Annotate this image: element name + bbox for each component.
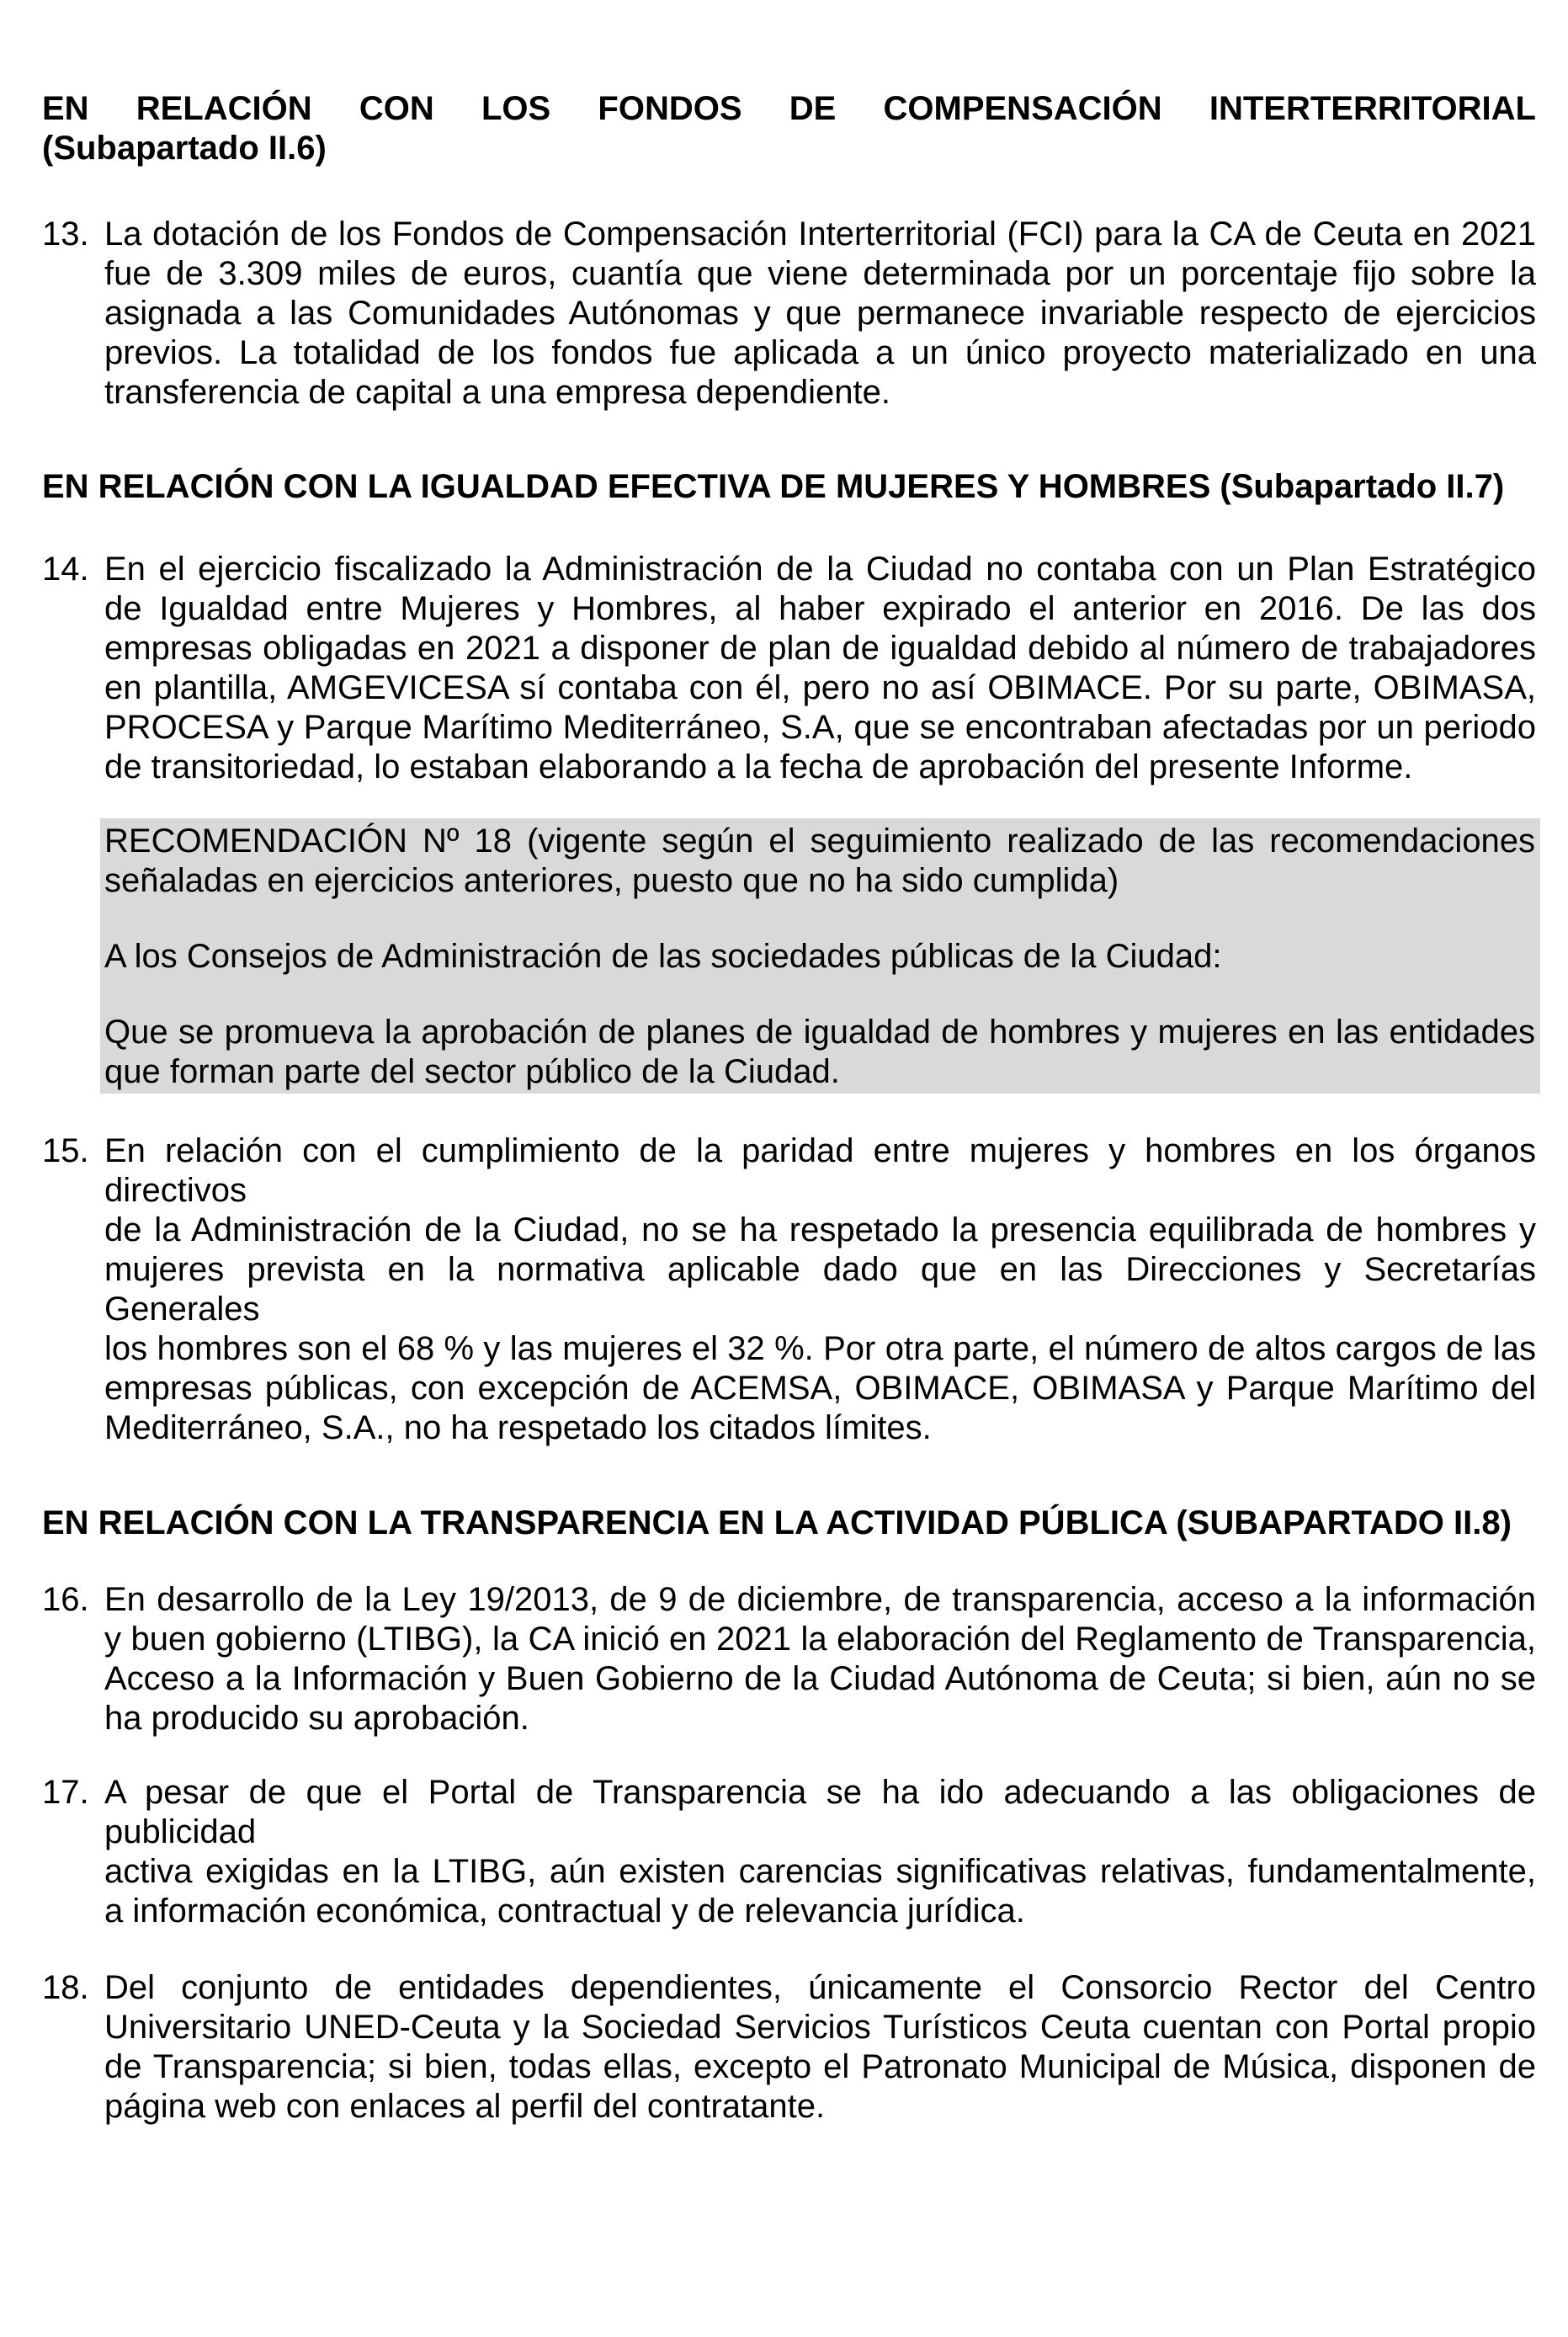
paragraph-line: Mediterráneo, S.A., no ha respetado los citados límites. — [104, 1409, 932, 1446]
heading-line: (Subapartado II.6) — [42, 130, 327, 167]
paragraph-line: Del conjunto de entidades dependientes, únicamente el Consorcio Rector del Centro — [104, 1969, 1536, 2006]
recommendation-line: Que se promueva la aprobación de planes de igualdad de hombres y mujeres en las entidades — [104, 1014, 1535, 1051]
section-heading-fci — [42, 89, 1536, 168]
paragraph-line: activa exigidas en la LTIBG, aún existen carencias significativas relativas, fundamentalmente, — [104, 1853, 1536, 1890]
paragraph-line: de transitoriedad, lo estaban elaborando a la fecha de aprobación del presente Informe. — [104, 748, 1413, 785]
paragraph-line: Acceso a la Información y Buen Gobierno de la Ciudad Autónoma de Ceuta; si bien, aún no se — [104, 1660, 1536, 1697]
heading-line: EN RELACIÓN CON LA IGUALDAD EFECTIVA DE MUJERES Y HOMBRES (Subapartado II.7) — [42, 468, 1505, 505]
paragraph-line: página web con enlaces al perfil del contratante. — [104, 2088, 826, 2125]
paragraph-line: y buen gobierno (LTIBG), la CA inició en 2021 la elaboración del Reglamento de Transparencia, — [104, 1621, 1536, 1658]
numbered-paragraph-18 — [42, 1968, 1536, 2127]
paragraph-line: En desarrollo de la Ley 19/2013, de 9 de diciembre, de transparencia, acceso a la información — [104, 1581, 1536, 1618]
paragraph-line: empresas públicas, con excepción de ACEMSA, OBIMACE, OBIMASA y Parque Marítimo del — [104, 1370, 1536, 1407]
paragraph-number: 13. — [42, 216, 89, 253]
paragraph-number: 14. — [42, 551, 89, 588]
recommendation-line: A los Consejos de Administración de las sociedades públicas de la Ciudad: — [104, 938, 1222, 975]
paragraph-number: 18. — [42, 1969, 89, 2006]
paragraph-line: previos. La totalidad de los fondos fue aplicada a un único proyecto materializado en una — [104, 334, 1536, 371]
paragraph-line: de la Administración de la Ciudad, no se ha respetado la presencia equilibrada de hombres y — [104, 1211, 1536, 1248]
paragraph-text — [104, 550, 1536, 787]
paragraph-line: En el ejercicio fiscalizado la Administración de la Ciudad no contaba con un Plan Estratégico — [104, 551, 1536, 588]
numbered-paragraph-16 — [42, 1580, 1536, 1738]
section-heading-igualdad — [42, 467, 1536, 507]
paragraph-line: empresas obligadas en 2021 a disponer de plan de igualdad debido al número de trabajadores — [104, 630, 1536, 667]
section-heading-transparencia — [42, 1504, 1536, 1543]
recommendation-box — [100, 818, 1540, 1094]
paragraph-line: de Igualdad entre Mujeres y Hombres, al haber expirado el anterior en 2016. De las dos — [104, 590, 1536, 627]
paragraph-line: La dotación de los Fondos de Compensación Interterritorial (FCI) para la CA de Ceuta en 2021 — [104, 216, 1536, 253]
paragraph-line: Universitario UNED-Ceuta y la Sociedad Servicios Turísticos Ceuta cuentan con Portal propio — [104, 2009, 1536, 2046]
paragraph-line: En relación con el cumplimiento de la paridad entre mujeres y hombres en los órganos directivos — [104, 1132, 1536, 1209]
paragraph-text — [104, 1580, 1536, 1738]
heading-line: EN RELACIÓN CON LOS FONDOS DE COMPENSACIÓN INTERTERRITORIAL — [42, 90, 1536, 127]
recommendation-title — [104, 822, 1535, 901]
document-page — [42, 89, 1536, 2127]
paragraph-number: 15. — [42, 1132, 89, 1169]
paragraph-line: mujeres prevista en la normativa aplicable dado que en las Direcciones y Secretarías Generales — [104, 1251, 1536, 1328]
recommendation-text — [104, 1013, 1535, 1092]
numbered-paragraph-13 — [42, 215, 1536, 413]
paragraph-line: a información económica, contractual y de relevancia jurídica. — [104, 1892, 1025, 1930]
paragraph-text — [104, 1131, 1536, 1448]
paragraph-line: transferencia de capital a una empresa dependiente. — [104, 374, 890, 411]
paragraph-text — [104, 215, 1536, 413]
paragraph-number: 17. — [42, 1774, 89, 1811]
paragraph-line: en plantilla, AMGEVICESA sí contaba con él, pero no así OBIMACE. Por su parte, OBIMASA, — [104, 669, 1536, 706]
numbered-paragraph-17 — [42, 1773, 1536, 1931]
paragraph-line: de Transparencia; si bien, todas ellas, excepto el Patronato Municipal de Música, disponen de — [104, 2048, 1536, 2085]
paragraph-text — [104, 1773, 1536, 1931]
paragraph-line: los hombres son el 68 % y las mujeres el 32 %. Por otra parte, el número de altos cargos de las — [104, 1330, 1536, 1367]
paragraph-line: asignada a las Comunidades Autónomas y que permanece invariable respecto de ejercicios — [104, 295, 1536, 332]
recommendation-line: RECOMENDACIÓN Nº 18 (vigente según el seguimiento realizado de las recomendaciones — [104, 822, 1535, 860]
paragraph-line: PROCESA y Parque Marítimo Mediterráneo, S.A, que se encontraban afectadas por un periodo — [104, 709, 1536, 746]
numbered-paragraph-14 — [42, 550, 1536, 787]
paragraph-line: ha producido su aprobación. — [104, 1700, 529, 1737]
heading-line: EN RELACIÓN CON LA TRANSPARENCIA EN LA ACTIVIDAD PÚBLICA (SUBAPARTADO II.8) — [42, 1504, 1512, 1541]
paragraph-number: 16. — [42, 1581, 89, 1618]
paragraph-text — [104, 1968, 1536, 2127]
paragraph-line: fue de 3.309 miles de euros, cuantía que viene determinada por un porcentaje fijo sobre la — [104, 255, 1536, 292]
paragraph-line: A pesar de que el Portal de Transparencia se ha ido adecuando a las obligaciones de publicidad — [104, 1774, 1536, 1850]
recommendation-line: señaladas en ejercicios anteriores, puesto que no ha sido cumplida) — [104, 862, 1119, 899]
numbered-paragraph-15 — [42, 1131, 1536, 1448]
recommendation-addressee — [104, 937, 1535, 977]
recommendation-line: que forman parte del sector público de la Ciudad. — [104, 1053, 840, 1090]
